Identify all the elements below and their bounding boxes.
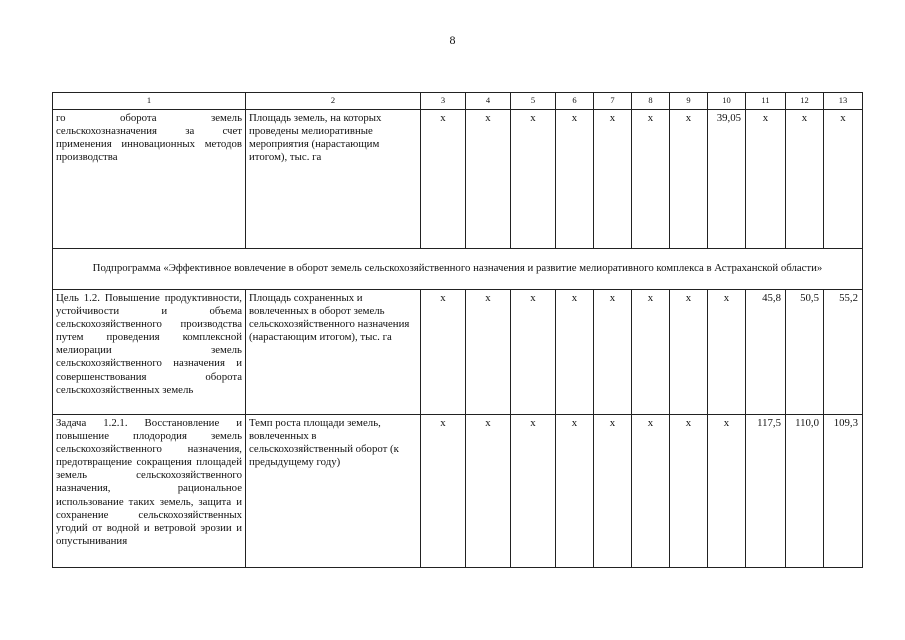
header-cell: 3 bbox=[421, 93, 466, 110]
goal-cell: го оборота земель сельскохозназначения за счет применения инновационных методов производства bbox=[53, 110, 246, 249]
page-number: 8 bbox=[449, 33, 456, 47]
value-cell: x bbox=[466, 415, 511, 568]
subprogram-heading: Подпрограмма «Эффективное вовлечение в оборот земель сельскохозяйственного назначения и развитие мелиоративного комплекса в Астраханской области» bbox=[53, 249, 863, 290]
value-cell: x bbox=[511, 415, 556, 568]
value-cell: 55,2 bbox=[824, 290, 863, 415]
value-cell: x bbox=[594, 110, 632, 249]
header-cell: 12 bbox=[786, 93, 824, 110]
value-cell: x bbox=[632, 110, 670, 249]
value-cell: x bbox=[556, 290, 594, 415]
value-cell: 117,5 bbox=[746, 415, 786, 568]
indicators-table bbox=[52, 92, 863, 568]
header-cell: 1 bbox=[53, 93, 246, 110]
goal-cell: Задача 1.2.1. Восстановление и повышение плодородия земель сельскохозяйственного назначения, предотвращение сокращения площадей земель сельскохозяйственного назначения, рациональное использование таких земель, защита и сохранение сельскохозяйственных угодий от водной и ветровой эрозии и опустынивания bbox=[53, 415, 246, 568]
value-cell: x bbox=[421, 290, 466, 415]
value-cell: x bbox=[556, 110, 594, 249]
value-cell: 39,05 bbox=[708, 110, 746, 249]
value-cell: x bbox=[708, 290, 746, 415]
value-cell: 110,0 bbox=[786, 415, 824, 568]
value-cell: x bbox=[670, 415, 708, 568]
value-cell: x bbox=[632, 290, 670, 415]
value-cell: x bbox=[421, 110, 466, 249]
value-cell: x bbox=[786, 110, 824, 249]
value-cell: x bbox=[556, 415, 594, 568]
value-cell: 45,8 bbox=[746, 290, 786, 415]
subprogram-row bbox=[53, 249, 863, 290]
header-cell: 6 bbox=[556, 93, 594, 110]
value-cell: x bbox=[708, 415, 746, 568]
value-cell: x bbox=[421, 415, 466, 568]
value-cell: x bbox=[594, 290, 632, 415]
value-cell: x bbox=[466, 290, 511, 415]
value-cell: x bbox=[670, 110, 708, 249]
value-cell: x bbox=[511, 290, 556, 415]
value-cell: 50,5 bbox=[786, 290, 824, 415]
header-cell: 8 bbox=[632, 93, 670, 110]
header-cell: 10 bbox=[708, 93, 746, 110]
value-cell: x bbox=[632, 415, 670, 568]
indicator-cell: Площадь земель, на которых проведены мелиоративные мероприятия (нарастающим итогом), тыс. га bbox=[246, 110, 421, 249]
indicator-cell: Темп роста площади земель, вовлеченных в сельскохозяйственный оборот (к предыдущему году) bbox=[246, 415, 421, 568]
header-cell: 7 bbox=[594, 93, 632, 110]
table-row bbox=[53, 110, 863, 249]
header-cell: 9 bbox=[670, 93, 708, 110]
header-cell: 11 bbox=[746, 93, 786, 110]
header-cell: 4 bbox=[466, 93, 511, 110]
value-cell: x bbox=[511, 110, 556, 249]
table-row bbox=[53, 415, 863, 568]
value-cell: x bbox=[746, 110, 786, 249]
header-cell: 2 bbox=[246, 93, 421, 110]
indicator-cell: Площадь сохраненных и вовлеченных в оборот земель сельскохозяйственного назначения (нарастающим итогом), тыс. га bbox=[246, 290, 421, 415]
value-cell: x bbox=[466, 110, 511, 249]
table-row bbox=[53, 290, 863, 415]
goal-cell: Цель 1.2. Повышение продуктивности, устойчивости и объема сельскохозяйственного производства путем проведения комплексной мелиорации земель сельскохозяйственного назначения и совершенствования оборота сельскохозяйственных земель bbox=[53, 290, 246, 415]
header-cell: 13 bbox=[824, 93, 863, 110]
value-cell: x bbox=[594, 415, 632, 568]
header-cell: 5 bbox=[511, 93, 556, 110]
table-header-row bbox=[53, 93, 863, 110]
value-cell: 109,3 bbox=[824, 415, 863, 568]
value-cell: x bbox=[824, 110, 863, 249]
value-cell: x bbox=[670, 290, 708, 415]
